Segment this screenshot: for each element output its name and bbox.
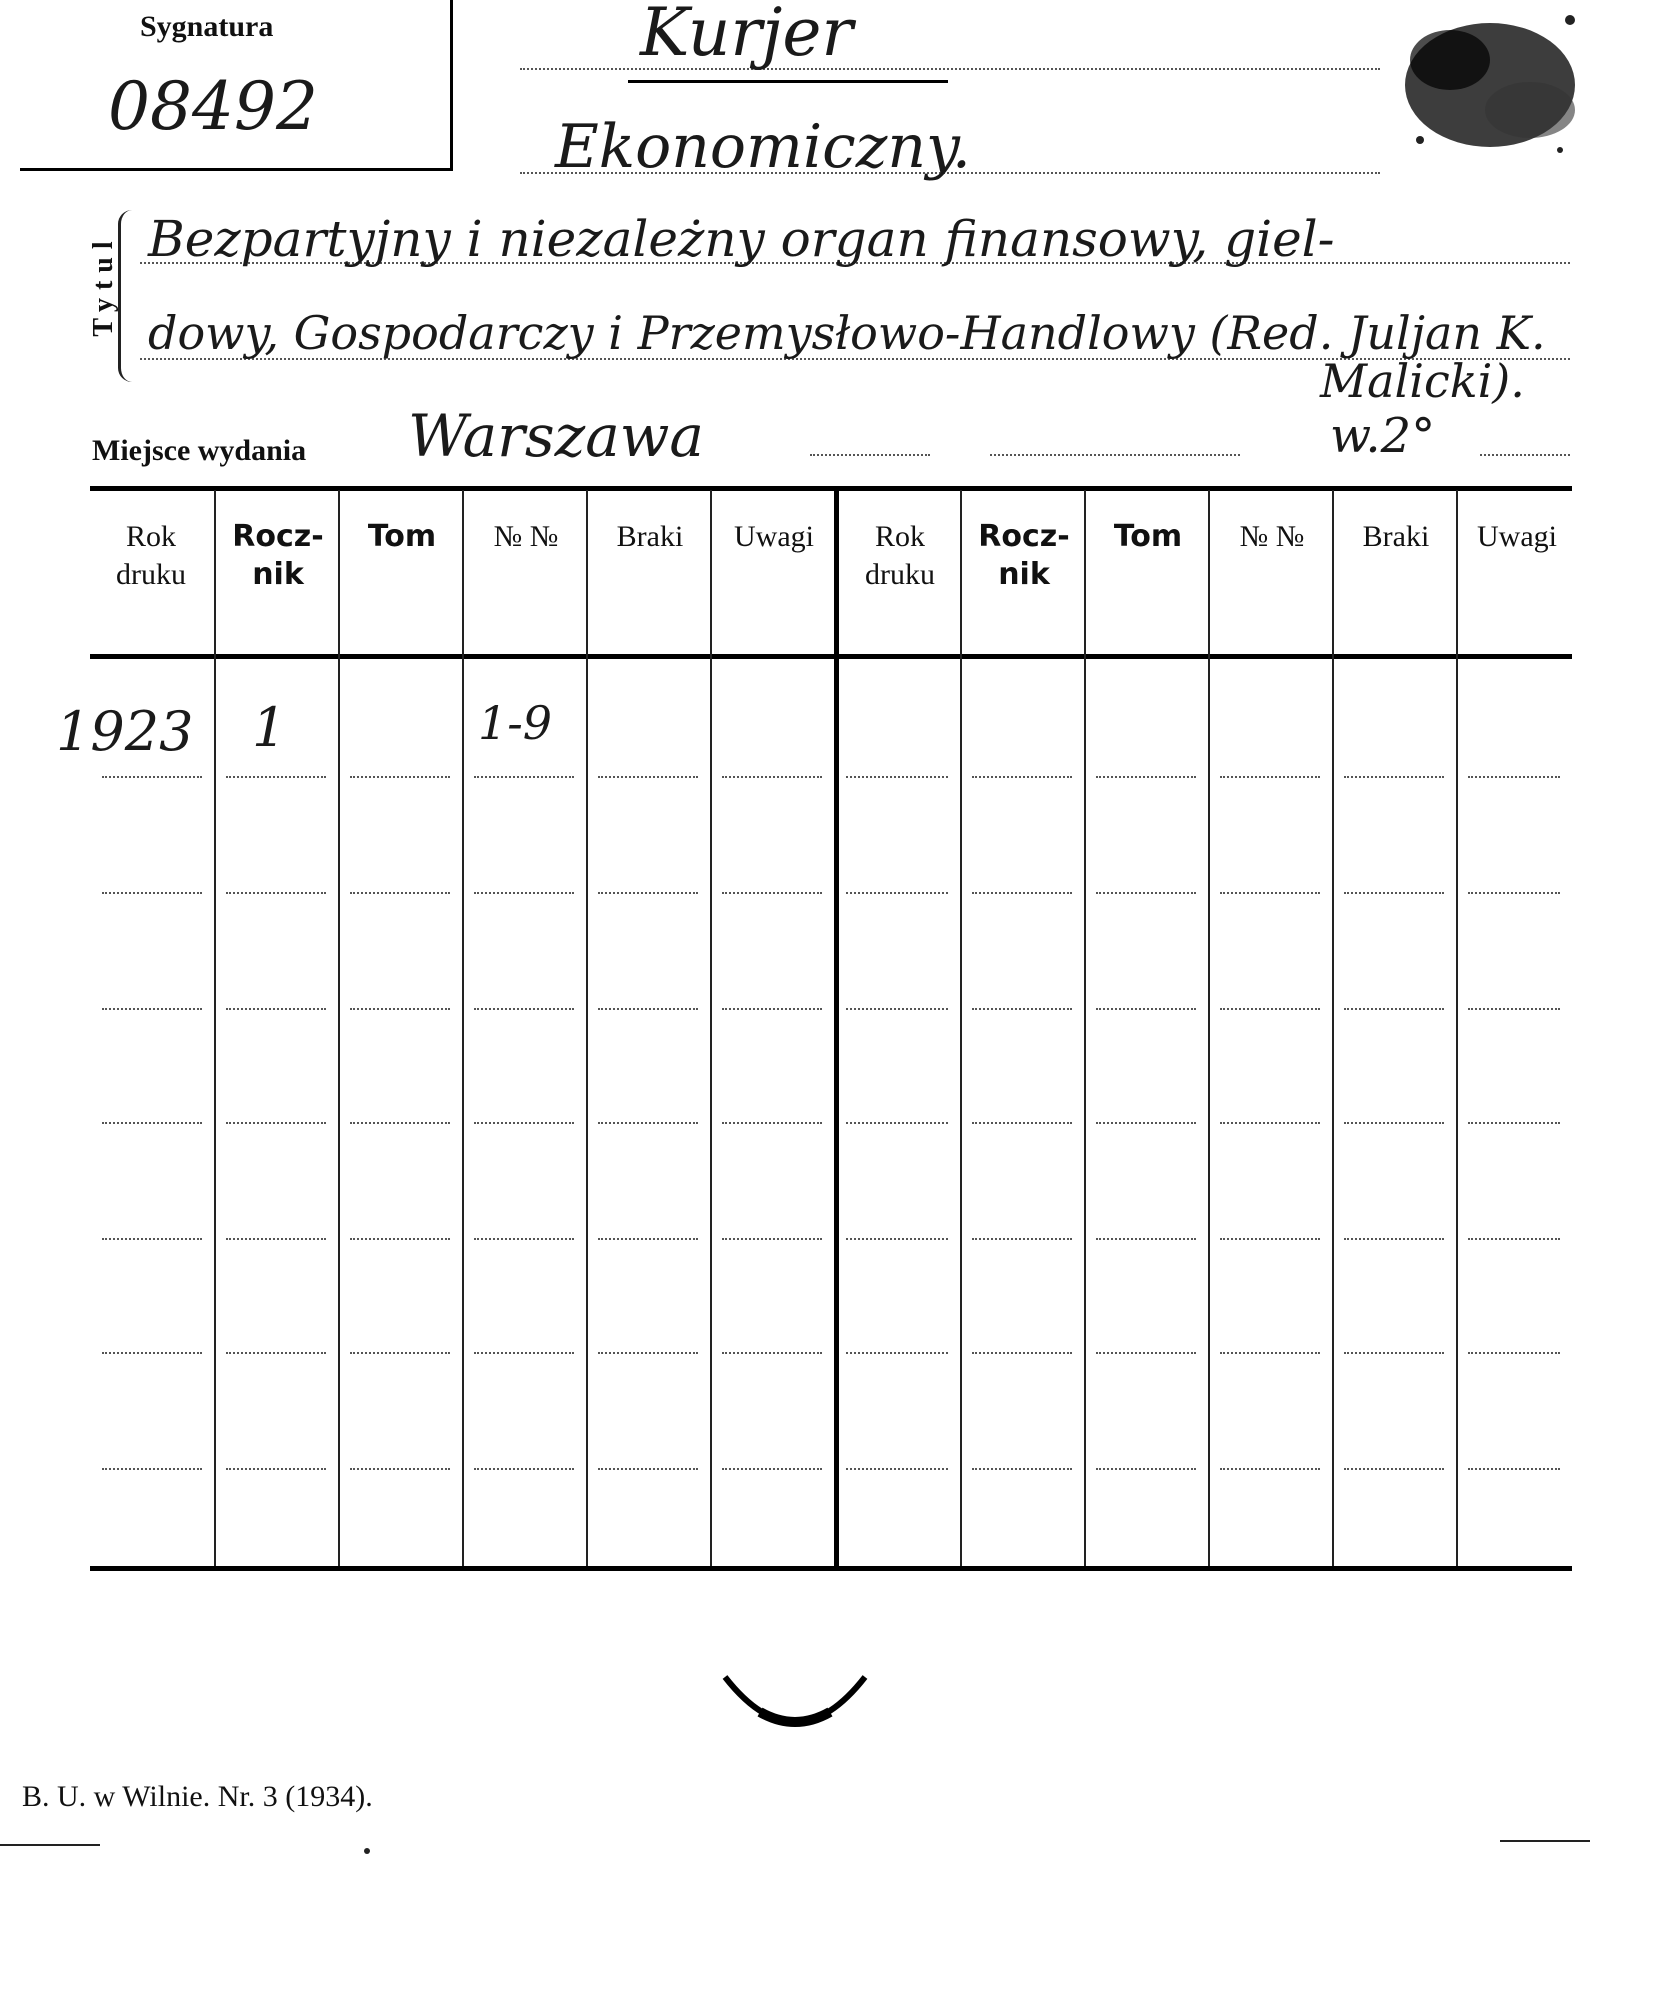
table-row-guide (846, 776, 948, 778)
table-row-guide (972, 892, 1072, 894)
table-row-guide (722, 1468, 822, 1470)
table-row-guide (1096, 1468, 1196, 1470)
table-column-divider (1456, 490, 1458, 1566)
col-header-label: Braki (616, 520, 684, 553)
table-row-guide (474, 1008, 574, 1010)
table-row-guide (598, 776, 698, 778)
table-row-guide (972, 1008, 1072, 1010)
col-header-rok-druku-1 (90, 518, 212, 594)
col-header-numery-2 (1210, 518, 1334, 556)
title-sub: Ekonomiczny. (555, 112, 971, 182)
col-header-label: Rocz- (232, 519, 324, 554)
table-row-guide (598, 1122, 698, 1124)
table-column-divider (1332, 490, 1334, 1566)
table-row-guide (1344, 1352, 1444, 1354)
col-header-uwagi-2 (1458, 518, 1576, 556)
table-row-guide (1344, 1238, 1444, 1240)
table-row-guide (1220, 1122, 1320, 1124)
col-header-rok-druku-2 (838, 518, 962, 594)
table-row-guide (1468, 1238, 1560, 1240)
place-value: Warszawa (408, 402, 705, 470)
table-row-guide (598, 1238, 698, 1240)
table-row-guide (1468, 1008, 1560, 1010)
table-row-guide (226, 892, 326, 894)
table-row-guide (1468, 892, 1560, 894)
table-row-guide (226, 776, 326, 778)
table-row-guide (474, 1352, 574, 1354)
col-header-braki-2 (1334, 518, 1458, 556)
table-row-guide (226, 1352, 326, 1354)
col-header-braki-1 (588, 518, 712, 556)
col-header-rocznik-2 (962, 518, 1086, 594)
table-row-guide (474, 892, 574, 894)
table-row-guide (598, 1352, 698, 1354)
table-row-guide (1220, 1468, 1320, 1470)
table-column-divider (960, 490, 962, 1566)
col-header-label: Rocz- (978, 519, 1070, 554)
description-line-2: dowy, Gospodarczy i Przemysłowo-Handlowy (Red. Juljan K. (148, 306, 1546, 360)
table-row-guide (972, 1122, 1072, 1124)
table-row-guide (350, 1238, 450, 1240)
table-row-guide (102, 1122, 202, 1124)
table-row-guide (226, 1238, 326, 1240)
place-label: Miejsce wydania (92, 434, 307, 467)
table-row-guide (846, 1352, 948, 1354)
col-header-tom-1 (340, 518, 464, 556)
table-column-divider (462, 490, 464, 1566)
title-underline (628, 80, 948, 83)
table-row-guide (226, 1008, 326, 1010)
format-value: w.2° (1330, 408, 1436, 464)
signature-label: Sygnatura (140, 10, 274, 43)
table-row-guide (1468, 1122, 1560, 1124)
table-row-guide (102, 1468, 202, 1470)
table-row-guide (474, 1122, 574, 1124)
table-row-guide (846, 1122, 948, 1124)
col-header-label-2: druku (116, 558, 186, 591)
signature-value: 08492 (108, 68, 318, 145)
col-header-label-2: nik (998, 557, 1050, 592)
table-row-guide (1096, 776, 1196, 778)
table-column-divider (1208, 490, 1210, 1566)
col-header-tom-2 (1086, 518, 1210, 556)
table-row-guide (722, 1352, 822, 1354)
footer-text: B. U. w Wilnie. Nr. 3 (1934). (22, 1780, 373, 1813)
table-row-guide (598, 892, 698, 894)
table-row-guide (1220, 1008, 1320, 1010)
title-main: Kurjer (640, 0, 853, 71)
table-row-guide (102, 892, 202, 894)
description-line-3: Malicki). (1320, 354, 1525, 408)
table-row-guide (350, 892, 450, 894)
col-header-label: Uwagi (734, 520, 814, 553)
table-row-guide (102, 1352, 202, 1354)
table-row-guide (474, 1238, 574, 1240)
table-column-divider (834, 490, 839, 1566)
tytul-label-text: Tytul (88, 233, 119, 337)
col-header-label-2: druku (865, 558, 935, 591)
table-row-guide (846, 1468, 948, 1470)
table-row-guide (1344, 1008, 1444, 1010)
footer-rule-left (0, 1844, 100, 1846)
table-row-guide (1468, 776, 1560, 778)
table-row-guide (598, 1008, 698, 1010)
table-row-guide (722, 1238, 822, 1240)
place-dotted-line-1 (810, 454, 930, 456)
cell-rok-druku: 1923 (56, 700, 194, 763)
table-row-guide (474, 776, 574, 778)
col-header-label: № № (1239, 520, 1305, 553)
col-header-label-2: nik (252, 557, 304, 592)
table-row-guide (972, 1352, 1072, 1354)
table-column-divider (586, 490, 588, 1566)
table-row-guide (1220, 1238, 1320, 1240)
table-row-guide (350, 1008, 450, 1010)
place-dotted-line-3 (1480, 454, 1570, 456)
table-row-guide (1096, 1008, 1196, 1010)
table-row-guide (1220, 1352, 1320, 1354)
table-column-divider (710, 490, 712, 1566)
cell-numery: 1-9 (478, 696, 553, 750)
table-row-guide (1468, 1352, 1560, 1354)
place-dotted-line-2 (990, 454, 1240, 456)
table-row-guide (102, 1008, 202, 1010)
cell-rocznik: 1 (252, 696, 287, 759)
col-header-label: Braki (1362, 520, 1430, 553)
table-row-guide (846, 1238, 948, 1240)
table-row-guide (226, 1122, 326, 1124)
table-header-rule (90, 654, 1572, 659)
table-row-guide (350, 1468, 450, 1470)
table-row-guide (474, 1468, 574, 1470)
table-row-guide (1344, 776, 1444, 778)
table-row-guide (1096, 1122, 1196, 1124)
table-column-divider (1084, 490, 1086, 1566)
table-row-guide (722, 1008, 822, 1010)
table-row-guide (972, 1468, 1072, 1470)
table-row-guide (1220, 892, 1320, 894)
table-row-guide (350, 1352, 450, 1354)
table-column-divider (338, 490, 340, 1566)
table-row-guide (1344, 1468, 1444, 1470)
col-header-label: Uwagi (1477, 520, 1557, 553)
table-bottom-rule (90, 1566, 1572, 1571)
col-header-uwagi-1 (712, 518, 836, 556)
table-row-guide (598, 1468, 698, 1470)
footer-rule-right (1500, 1840, 1590, 1842)
description-line-1: Bezpartyjny i niezależny organ finansowy, giel- (148, 210, 1335, 268)
table-row-guide (1344, 892, 1444, 894)
table-row-guide (350, 776, 450, 778)
table-row-guide (102, 776, 202, 778)
ink-dot (364, 1848, 370, 1854)
col-header-rocznik-1 (216, 518, 340, 594)
table-row-guide (1096, 1238, 1196, 1240)
table-top-rule (90, 486, 1572, 491)
table-row-guide (102, 1238, 202, 1240)
table-row-guide (1220, 776, 1320, 778)
table-row-guide (1468, 1468, 1560, 1470)
table-row-guide (1344, 1122, 1444, 1124)
table-row-guide (722, 892, 822, 894)
table-row-guide (1096, 892, 1196, 894)
col-header-label: Tom (1113, 519, 1183, 554)
ink-blot (1390, 0, 1590, 170)
table-column-divider (214, 490, 216, 1566)
table-row-guide (846, 892, 948, 894)
title-brace (118, 210, 143, 382)
table-row-guide (226, 1468, 326, 1470)
col-header-label: № № (493, 520, 559, 553)
table-row-guide (972, 1238, 1072, 1240)
table-row-guide (846, 1008, 948, 1010)
table-row-guide (972, 776, 1072, 778)
col-header-numery-1 (464, 518, 588, 556)
stamp-mark (720, 1672, 870, 1732)
col-header-label: Rok (125, 520, 176, 553)
col-header-label: Rok (874, 520, 925, 553)
table-row-guide (722, 1122, 822, 1124)
table-row-guide (1096, 1352, 1196, 1354)
col-header-label: Tom (367, 519, 437, 554)
table-row-guide (350, 1122, 450, 1124)
table-row-guide (722, 776, 822, 778)
